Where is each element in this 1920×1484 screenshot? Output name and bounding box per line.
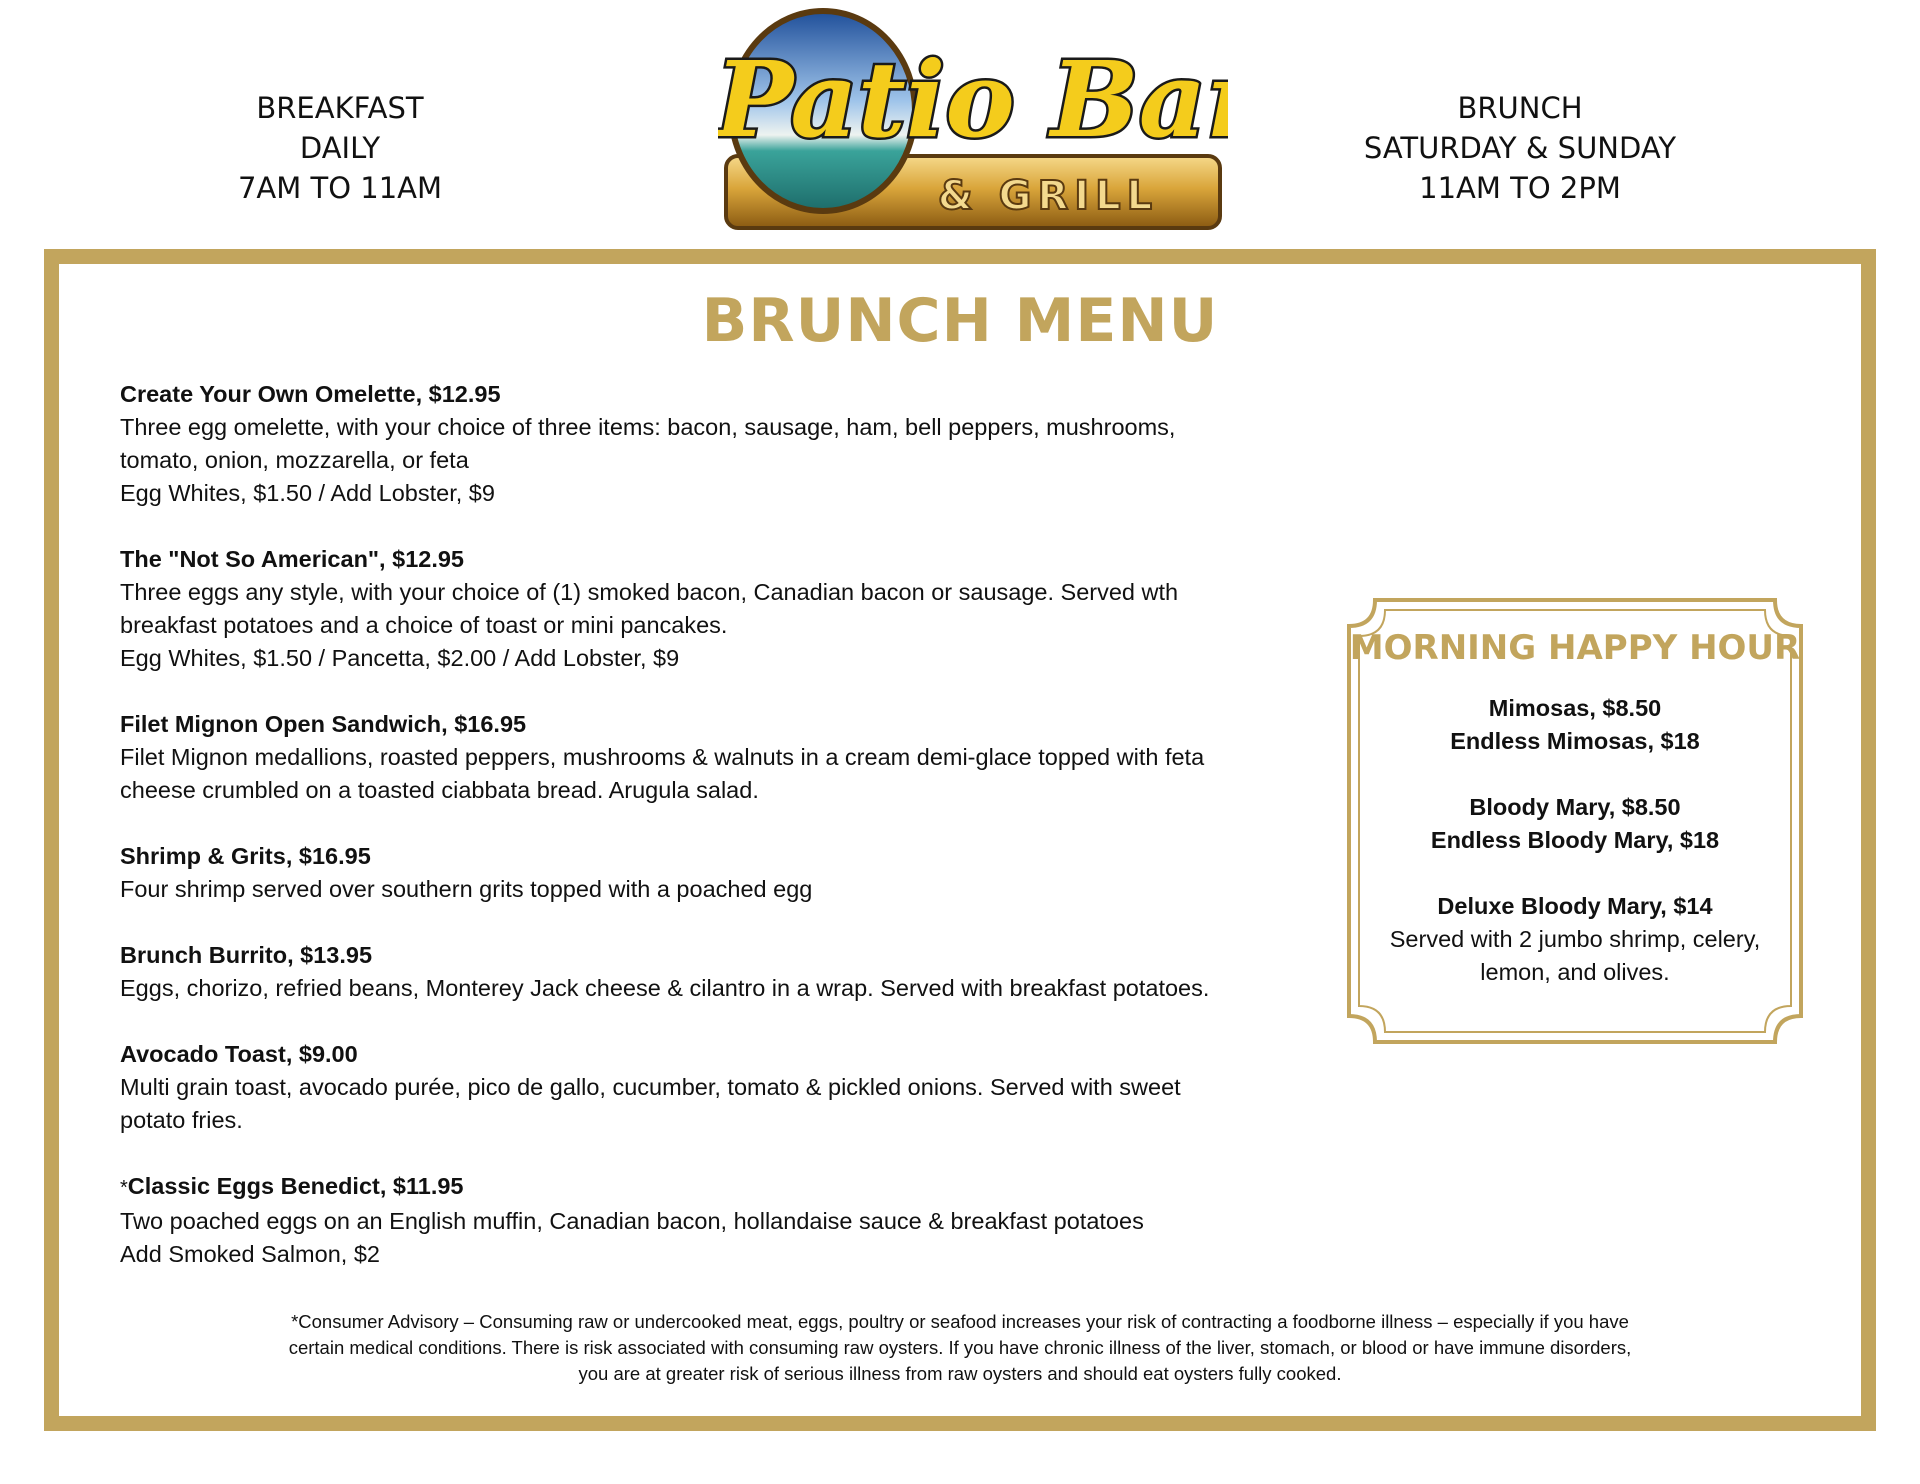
happy-hour-title: MORNING HAPPY HOUR: [1349, 628, 1801, 668]
happy-hour-item: Bloody Mary, $8.50: [1469, 794, 1681, 820]
brunch-time: 11AM TO 2PM: [1419, 171, 1621, 205]
logo-title: Patio Bar: [718, 38, 1228, 161]
menu-item-name: Filet Mignon Open Sandwich, $16.95: [120, 711, 527, 737]
brunch-days: SATURDAY & SUNDAY: [1363, 131, 1677, 165]
menu-item-name: Avocado Toast, $9.00: [120, 1041, 358, 1067]
happy-hour-item-description: Served with 2 jumbo shrimp, celery, lemon, and olives.: [1389, 926, 1761, 985]
happy-hour-item: Endless Bloody Mary, $18: [1430, 827, 1720, 853]
menu-item: [120, 708, 1220, 807]
consumer-advisory: *Consumer Advisory – Consuming raw or undercooked meat, eggs, poultry or seafood increases your risk of contracting a foodborne illness – especially if you have certain medical conditions. There is risk associated with consuming raw oysters. If you have chronic illness of the liver, stomach, or blood or have immune disorders, you are at greater risk of serious illness from raw oysters and should eat oysters fully cooked.: [288, 1311, 1632, 1384]
breakfast-hours: [190, 88, 490, 208]
menu-item-description: Multi grain toast, avocado purée, pico de gallo, cucumber, tomato & pickled onions. Served with sweet potato fries.: [120, 1074, 1181, 1133]
menu-item: [120, 1038, 1220, 1137]
menu-item-name: Shrimp & Grits, $16.95: [120, 843, 371, 869]
happy-hour-item: Endless Mimosas, $18: [1450, 728, 1700, 754]
menu-item-extra: Egg Whites, $1.50 / Pancetta, $2.00 / Add Lobster, $9: [120, 645, 680, 671]
menu-item-name: Classic Eggs Benedict, $11.95: [127, 1173, 464, 1199]
menu-item-extra: Egg Whites, $1.50 / Add Lobster, $9: [120, 480, 495, 506]
menu-item-description: Eggs, chorizo, refried beans, Monterey Jack cheese & cilantro in a wrap. Served with breakfast potatoes.: [120, 975, 1210, 1001]
happy-hour-item: Mimosas, $8.50: [1488, 695, 1662, 721]
menu-item-description: Filet Mignon medallions, roasted peppers, mushrooms & walnuts in a cream demi-glace topped with feta cheese crumbled on a toasted ciabbata bread. Arugula salad.: [120, 744, 1205, 803]
breakfast-time: 7AM TO 11AM: [237, 171, 443, 205]
menu-item-name: Brunch Burrito, $13.95: [120, 942, 373, 968]
logo-subtitle: & GRILL: [937, 173, 1159, 219]
happy-hour-box: [1345, 596, 1805, 1046]
menu-items-list: [120, 378, 1220, 1271]
menu-item-description: Three eggs any style, with your choice of (1) smoked bacon, Canadian bacon or sausage. Served wth breakfast potatoes and a choice of toast or mini pancakes.: [120, 579, 1179, 638]
menu-item: [120, 543, 1220, 675]
page-title: BRUNCH MENU: [701, 286, 1219, 356]
brunch-hours: [1340, 88, 1700, 208]
menu-item-description: Two poached eggs on an English muffin, Canadian bacon, hollandaise sauce & breakfast potatoes: [120, 1208, 1144, 1234]
menu-item-name: Create Your Own Omelette, $12.95: [120, 381, 501, 407]
menu-item: [120, 840, 1220, 906]
breakfast-label: BREAKFAST: [256, 91, 424, 125]
menu-item: [120, 378, 1220, 510]
menu-item-extra: Add Smoked Salmon, $2: [120, 1241, 380, 1267]
menu-item-description: Three egg omelette, with your choice of three items: bacon, sausage, ham, bell peppers, mushrooms, tomato, onion, mozzarella, or feta: [120, 414, 1176, 473]
menu-item-name: The "Not So American", $12.95: [120, 546, 464, 572]
breakfast-days: DAILY: [299, 131, 381, 165]
patio-bar-logo: [718, 6, 1228, 230]
happy-hour-item: Deluxe Bloody Mary, $14: [1437, 893, 1713, 919]
menu-item: [120, 1170, 1220, 1271]
brunch-label: BRUNCH: [1457, 91, 1583, 125]
menu-item: [120, 939, 1220, 1005]
advisory-star-icon: *: [120, 1177, 128, 1199]
menu-item-description: Four shrimp served over southern grits topped with a poached egg: [120, 876, 813, 902]
